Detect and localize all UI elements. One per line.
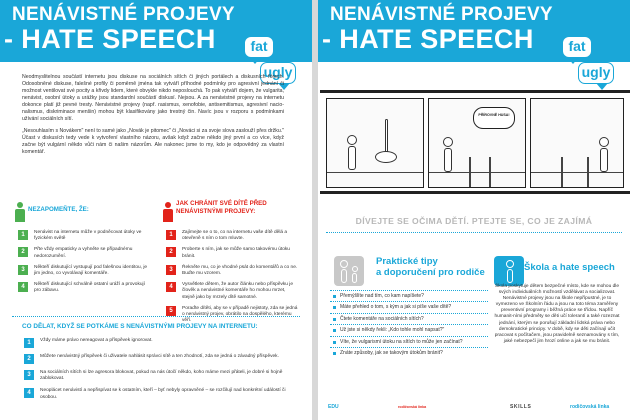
school-text: Škola poskytuje dětem bezpečné místo, kde se mohou dle svých individuálních možností vzdělávat a socializovat. Nenávistné projevy jsou na škole nepřípustné, je to vymezeno ve Školním řádu a jsou na toto téma zaměřeny preventivní programy i běžná práce se třídou. Napříč humanit-ními předměty se děti učí tolerantí a také rozeznat jednání, kterým se porušují základní lidská práva nebo demokratické principy. V době, kdy se děti začínají učit pracovat s počítačem, jsou pravidelně seznamovány s tím, jaké nebezpečí jim hrozí online a jak se mu bránit. <box>494 284 620 344</box>
person-green-icon <box>14 202 26 222</box>
list-item-text: Zajímejte se o to, co na internetu vaše dítě dělá a otevřeně s ním o tom mluvte. <box>182 230 288 242</box>
list-item <box>18 230 150 242</box>
list-item <box>18 247 150 259</box>
person-icon <box>347 135 357 145</box>
teacher-icon <box>494 256 524 286</box>
logo-skills: SKILLS <box>510 404 532 410</box>
tips-question: Přemýšlíte nad tím, co kam napíšete? <box>330 290 488 301</box>
header-title-line2: - HATE SPEECH <box>322 24 534 54</box>
remember-list <box>18 230 150 300</box>
what-to-do-list <box>24 338 294 407</box>
right-page <box>318 0 630 420</box>
speech-bubble-ugly-icon: ugly <box>260 62 296 84</box>
comic-panel <box>428 98 526 188</box>
list-item <box>166 230 298 242</box>
divider <box>326 232 622 233</box>
comic-panel <box>530 98 624 188</box>
list-item-text: Nenávist na internetu může v podněcovat útoky ve fyzickém světě <box>34 230 142 242</box>
protect-child-list <box>166 230 298 329</box>
list-item-text: Poraďte dítěti, aby se v případě nejistoty, zda se jedná o nenávistný projev, obrátilo na dospělého, kterému věří. <box>182 305 298 324</box>
list-number: 4 <box>18 282 28 292</box>
tagline: DÍVEJTE SE OČIMA DĚTÍ. PTEJTE SE, CO JE ZAJÍMÁ <box>355 216 593 226</box>
tips-title <box>376 256 485 278</box>
tips-question: Čtete komentáře na sociálních sítích? <box>330 313 488 324</box>
list-number: 4 <box>24 388 34 398</box>
list-item <box>24 370 294 382</box>
list-item <box>24 388 294 400</box>
list-item-text: Neoplácet nenávistí a nepřispívat se k ostatním, kteří – byť nebyly opravněné – se rozčilují nad konkrétní událostí či osobou. <box>40 388 286 400</box>
comic-panel <box>326 98 424 188</box>
list-item <box>24 354 294 364</box>
list-item-text: Vysvětlete dětem, že autor článku nebo příspěvku je člověk a nenávistné komentáře ho mohou mrzet, stejně jako by mrzely dítě samotné. <box>182 282 294 300</box>
header-title-line1: NENÁVISTNÉ PROJEVY <box>330 4 553 25</box>
list-number: 3 <box>24 370 34 380</box>
logo-rodicovska-linka: rodičovská linka <box>570 404 610 410</box>
tips-question: Už jste si někdy řekli: „Kdo tohle mohl napsat?" <box>330 324 488 335</box>
list-item-text: Řekněte mu, co je vhodné psát do komentářů a co ne. Buďte mu vzorem. <box>182 264 298 277</box>
list-item <box>24 338 294 348</box>
speech-bubble-fat-icon: fat <box>562 36 592 58</box>
intro-text <box>22 74 284 156</box>
list-item-text: Vždy máme právo nereagovat a příspěvek ignorovat. <box>40 338 153 343</box>
remember-title: NEZAPOMEŇTE, ŽE: <box>28 206 89 213</box>
list-item-text: Proberte s ním, jak se může samo takovému útoku bránit. <box>182 247 290 259</box>
left-page <box>0 0 312 420</box>
comic-speech-bubble: PŘÍROVNĚ HUSA! <box>473 107 515 129</box>
list-item <box>166 265 298 277</box>
list-number: 1 <box>24 338 34 348</box>
tips-question: Máte přehled o tom, s kým a jak si píše vaše dítě? <box>330 301 488 312</box>
list-number: 2 <box>18 247 28 257</box>
tips-title-line2: a doporučení pro rodiče <box>376 267 485 278</box>
list-item <box>166 282 298 301</box>
divider <box>12 316 300 317</box>
list-number: 3 <box>166 265 176 275</box>
logo-edu: EDU <box>328 404 339 410</box>
list-item <box>166 247 298 259</box>
tips-question-list <box>330 290 488 358</box>
list-item-text: Přte vždy empaticky a vyhněte se případnému nedorozumění. <box>34 247 133 259</box>
tips-question: Víte, že vulgarismí útoku na sítích to může jen začínat? <box>330 336 488 347</box>
list-item <box>18 282 150 294</box>
list-number: 1 <box>166 230 176 240</box>
list-number: 2 <box>24 354 34 364</box>
comic-strip <box>320 90 630 194</box>
list-item-text: Na sociálních sítích si lze agresora blokovat, pokud na nás útočí někdo, koho máme mezi přáteli, je dobré si hojně zablokovat. <box>40 370 283 382</box>
school-title: Škola a hate speech <box>524 262 615 273</box>
list-number: 3 <box>18 265 28 275</box>
person-icon <box>599 137 609 147</box>
tips-question: Znáte způsoby, jak se takovým útokům bránit? <box>330 347 488 358</box>
list-number: 2 <box>166 247 176 257</box>
speech-bubble-fat-icon: fat <box>244 36 274 58</box>
person-icon <box>443 137 453 147</box>
intro-paragraph: „Nesouhlasím s Novákem" není to samé jako „Novák je pitomec" či „Nováci si za svoje slova zaslouží přes držku." Účast v diskusích tedy vede k vytvoření vlastního názoru, avšak když začne někdo jiný první a co více, když začne být vulgární někdo vůči nám či našim názorům. Ale nakonec jsme to my, kdo je odpovědný za vlastní komentář. <box>22 128 284 155</box>
list-item-text: Někteří diskutující vystupují pod falešnou identitou, je jim jedno, co vyvolávají komentáře. <box>34 264 148 277</box>
header-title-line2: - HATE SPEECH <box>4 24 216 54</box>
person-red-icon <box>162 202 174 222</box>
protect-child-title: JAK CHRÁNIT SVÉ DÍTĚ PŘED NENÁVISTNÝMI PROJEVY: <box>176 200 267 215</box>
what-to-do-title: CO DĚLAT, KDYŽ SE POTKÁME S NENÁVISTNÝMI PROJEVY NA INTERNETU: <box>22 323 258 330</box>
logo-rodicovska-linka: rodičovská linka <box>398 405 427 409</box>
list-item <box>18 265 150 277</box>
list-number: 1 <box>18 230 28 240</box>
goose-icon <box>385 119 388 155</box>
intro-paragraph: Neodmyslitelnou součástí internetu jsou diskuse na sociálních sítích či jiných portálech a diskusních fórech. Odosobněné diskuse, falešné profily či poměrně jména tak vytváří příhodné podmínky pro agresivní jednání či možnost ventilovat své pocity a křivdy lidem, které obvykle nikdo neposlouchá. To pak vytváří dojem, že vulgarita, nenávist, osobní útoky a urážky jsou standardní součástí diskusí. Nejsou. A za nenávistné projevy na internetu dokonce platí již pevné tresty. Nenávistné projevy (např. rasismus, xenofobie, antisemitismus, agresivní nacio-nalismus, diskriminace menšin) mohou být klasifikovány jako trestný čin. Navíc jsou v rozporu s podmínkami užívání sociálních sítí. <box>22 74 284 122</box>
parent-child-icon <box>334 256 364 286</box>
list-number: 4 <box>166 282 176 292</box>
partner-logos <box>324 400 624 416</box>
header-title-line1: NENÁVISTNÉ PROJEVY <box>12 4 235 25</box>
tips-title-line1: Praktické tipy <box>376 256 438 267</box>
list-item-text: Někteří diskutující schválně ostatní uráží a provokují pro zábavu. <box>34 282 145 294</box>
list-item-text: Můžete nenávistný příspěvek či uživatele nahlásit správci sítě a ten zhodnotí, zda se jedná o závadný příspěvek. <box>40 354 279 359</box>
list-number: 5 <box>166 306 176 316</box>
speech-bubble-ugly-icon: ugly <box>578 62 614 84</box>
